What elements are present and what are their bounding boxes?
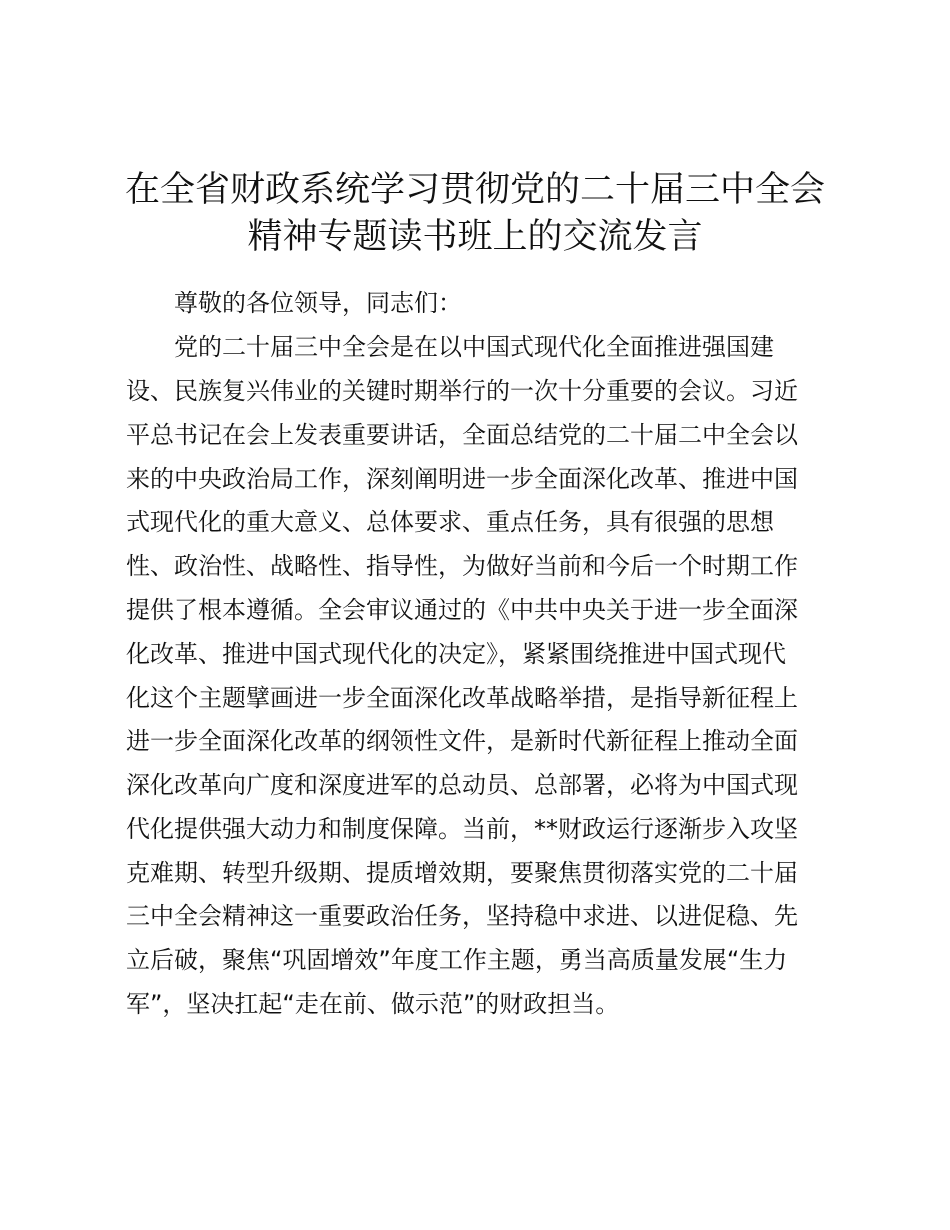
body-line: 深化改革向广度和深度进军的总动员、总部署，必将为中国式现 <box>126 771 798 799</box>
body-line: 式现代化的重大意义、总体要求、重点任务，具有很强的思想 <box>126 508 774 536</box>
body-line: 代化提供强大动力和制度保障。当前，**财政运行逐渐步入攻坚 <box>126 815 798 843</box>
body-line: 性、政治性、战略性、指导性，为做好当前和今后一个时期工作 <box>126 552 798 580</box>
body-line: 平总书记在会上发表重要讲话，全面总结党的二十届二中全会以 <box>126 421 798 449</box>
document-title-line-2: 精神专题读书班上的交流发言 <box>247 217 703 257</box>
body-line: 设、民族复兴伟业的关键时期举行的一次十分重要的会议。习近 <box>126 377 798 405</box>
body-line: 立后破，聚焦“巩固增效”年度工作主题，勇当高质量发展“生力 <box>126 946 788 974</box>
body-line: 化这个主题擘画进一步全面深化改革战略举措，是指导新征程上 <box>126 684 798 712</box>
body-line: 提供了根本遵循。全会审议通过的《中共中央关于进一步全面深 <box>126 596 798 624</box>
salutation: 尊敬的各位领导，同志们： <box>174 289 462 317</box>
body-line: 三中全会精神这一重要政治任务，坚持稳中求进、以进促稳、先 <box>126 902 798 930</box>
document-title-line-1: 在全省财政系统学习贯彻党的二十届三中全会 <box>124 170 825 210</box>
body-line: 来的中央政治局工作，深刻阐明进一步全面深化改革、推进中国 <box>126 465 798 493</box>
body-line: 化改革、推进中国式现代化的决定》，紧紧围绕推进中国式现代 <box>126 640 786 668</box>
body-line: 进一步全面深化改革的纲领性文件，是新时代新征程上推动全面 <box>126 727 798 755</box>
body-line: 党的二十届三中全会是在以中国式现代化全面推进强国建 <box>174 333 774 361</box>
body-line: 克难期、转型升级期、提质增效期，要聚焦贯彻落实党的二十届 <box>126 859 798 887</box>
body-line: 军”，坚决扛起“走在前、做示范”的财政担当。 <box>126 990 620 1018</box>
